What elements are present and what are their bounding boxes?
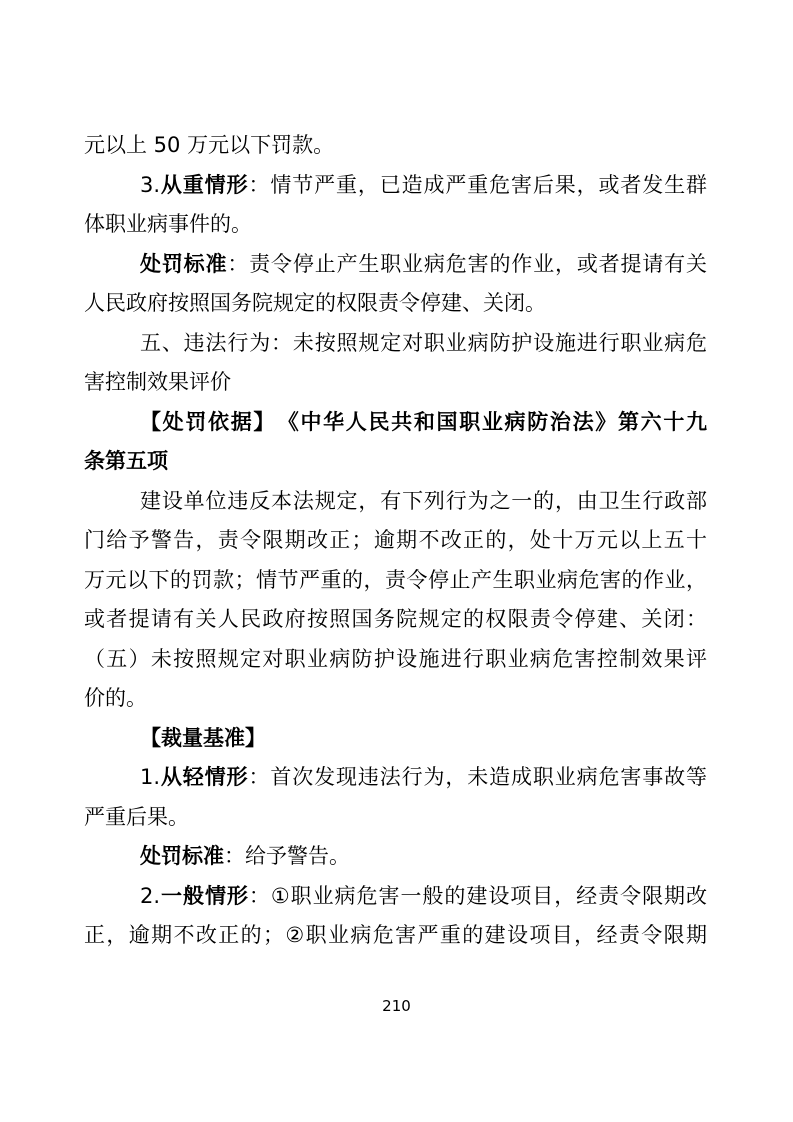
- document-line: [84, 798, 707, 838]
- text-run: 门给予警告，责令限期改正；逾期不改正的，处十万元以上五十: [84, 528, 707, 552]
- text-run: （五）未按照规定对职业病防护设施进行职业病危害控制效果评: [84, 646, 707, 671]
- text-run: ：①职业病危害一般的建设项目，经责令限期改: [248, 883, 707, 908]
- bold-text-run: 条第五项: [84, 449, 168, 473]
- document-line: [84, 245, 707, 285]
- text-run: ：首次发现违法行为，未造成职业病危害事故等: [248, 765, 707, 789]
- document-line: [84, 719, 707, 759]
- bold-text-run: 【处罚依据】 《中华人民共和国职业病防治法》第六十九: [140, 409, 707, 434]
- bold-text-run: 一般情形: [160, 883, 249, 908]
- text-run: 害控制效果评价: [84, 370, 231, 394]
- document-line: [84, 403, 707, 443]
- text-run: 1.: [140, 765, 161, 789]
- bold-text-run: 【裁量基准】: [140, 725, 266, 750]
- document-line: [84, 482, 707, 522]
- text-run: ：责令停止产生职业病危害的作业，或者提请有关: [227, 251, 707, 276]
- text-run: 万元以下的罚款；情节严重的，责令停止产生职业病危害的作业，: [84, 567, 707, 592]
- text-run: 价的。: [84, 686, 147, 710]
- document-line: [84, 166, 707, 206]
- text-run: ：情节严重，已造成严重危害后果，或者发生群: [248, 172, 707, 197]
- document-line: [84, 758, 707, 798]
- document-line: [84, 679, 707, 719]
- document-line: [84, 877, 707, 917]
- text-run: 元以上 50 万元以下罚款。: [84, 133, 335, 157]
- text-run: 人民政府按照国务院规定的权限责令停建、关闭。: [84, 291, 546, 315]
- text-run: 2.: [140, 883, 161, 908]
- document-line: [84, 640, 707, 680]
- document-line: [84, 324, 707, 364]
- document-line: [84, 284, 707, 324]
- text-run: 五、违法行为：未按照规定对职业病防护设施进行职业病危: [140, 330, 707, 355]
- bold-text-run: 处罚标准: [140, 251, 228, 276]
- document-line: [84, 600, 707, 640]
- text-run: ：给予警告。: [224, 844, 350, 868]
- text-run: 体职业病事件的。: [84, 212, 252, 236]
- document-line: [84, 363, 707, 403]
- bold-text-run: 从重情形: [160, 172, 249, 197]
- document-line: [84, 205, 707, 245]
- text-run: 或者提请有关人民政府按照国务院规定的权限责令停建、关闭：: [84, 607, 707, 631]
- document-line: [84, 126, 707, 166]
- document-line: [84, 442, 707, 482]
- document-line: [84, 521, 707, 561]
- bold-text-run: 从轻情形: [160, 765, 249, 789]
- text-run: 3.: [140, 172, 161, 197]
- document-line: [84, 561, 707, 601]
- document-line: [84, 837, 707, 877]
- document-line: [84, 916, 707, 956]
- document-text-block: [84, 126, 707, 956]
- text-run: 正，逾期不改正的；②职业病危害严重的建设项目，经责令限期: [84, 923, 707, 947]
- bold-text-run: 处罚标准: [140, 844, 224, 868]
- page-number: 210: [382, 997, 411, 1015]
- text-run: 建设单位违反本法规定，有下列行为之一的，由卫生行政部: [140, 488, 707, 513]
- text-run: 严重后果。: [84, 804, 189, 829]
